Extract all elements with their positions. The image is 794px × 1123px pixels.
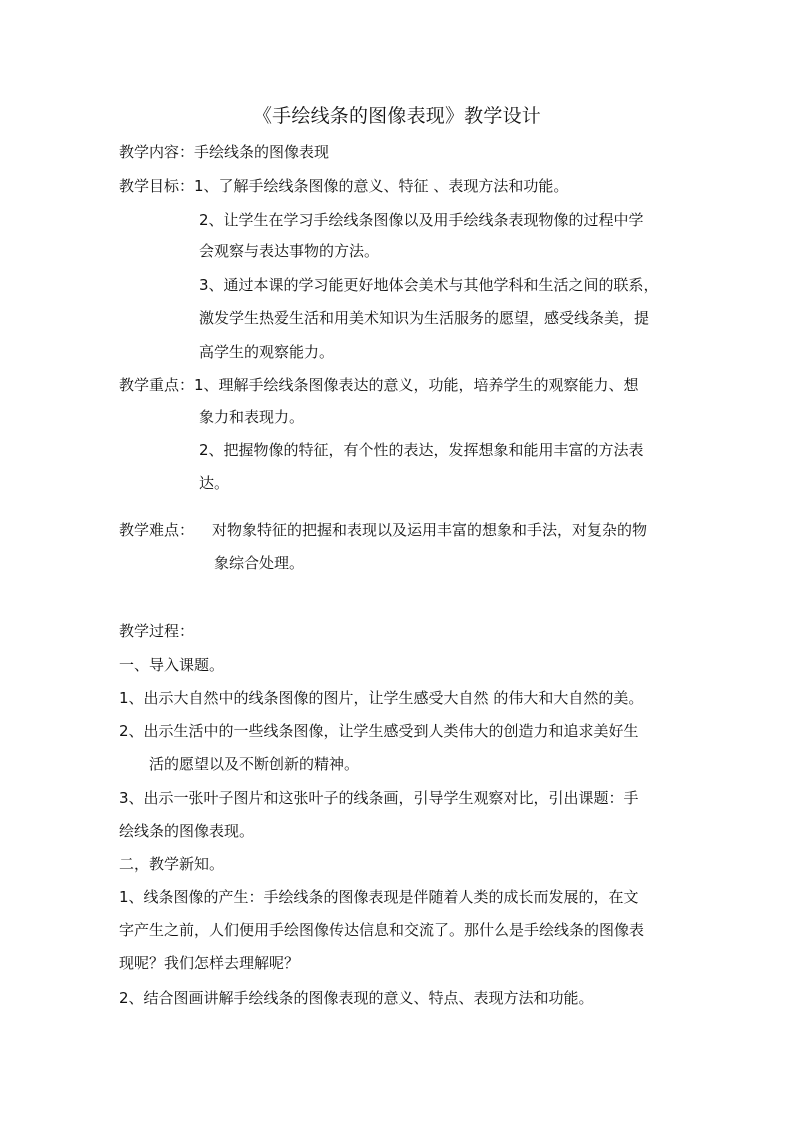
process-line: 2、结合图画讲解手绘线条的图像表现的意义、特点、表现方法和功能。 [119, 989, 594, 1007]
process-line: 1、出示大自然中的线条图像的图片，让学生感受大自然 的伟大和大自然的美。 [119, 689, 644, 707]
content-label: 教学内容： [119, 143, 195, 161]
objective-item: 高学生的观察能力。 [199, 343, 335, 361]
process-label: 教学过程： [119, 622, 195, 640]
key-point-item: 象力和表现力。 [199, 408, 305, 426]
difficulty-label: 教学难点： [119, 521, 195, 539]
key-point-item: 达。 [199, 474, 230, 492]
process-line: 二，教学新知。 [119, 855, 225, 873]
objective-item: 会观察与表达事物的方法。 [199, 242, 380, 260]
key-points-label: 教学重点： [119, 376, 195, 394]
objective-item: 激发学生热爱生活和用美术知识为生活服务的愿望，感受线条美，提 [199, 309, 650, 327]
key-point-item: 2、把握物像的特征，有个性的表达，发挥想象和能用丰富的方法表 [199, 441, 644, 459]
key-points-line-1 [119, 374, 639, 396]
process-line: 活的愿望以及不断创新的精神。 [149, 755, 360, 773]
process-line: 1、线条图像的产生：手绘线条的图像表现是伴随着人类的成长而发展的，在文 [119, 888, 639, 906]
process-line: 2、出示生活中的一些线条图像，让学生感受到人类伟大的创造力和追求美好生 [119, 722, 639, 740]
difficulty-text: 象综合处理。 [214, 554, 305, 572]
objectives-line-1 [119, 175, 568, 197]
difficulty-text: 对物象特征的把握和表现以及运用丰富的想象和手法，对复杂的物 [212, 521, 648, 539]
key-point-item: 1、理解手绘线条图像表达的意义，功能，培养学生的观察能力、想 [194, 376, 639, 394]
process-line: 绘线条的图像表现。 [119, 822, 255, 840]
content-line [119, 141, 329, 163]
process-line: 字产生之前，人们便用手绘图像传达信息和交流了。那什么是手绘线条的图像表 [119, 921, 645, 939]
objective-item: 2、让学生在学习手绘线条图像以及用手绘线条表现物像的过程中学 [199, 211, 644, 229]
objectives-label: 教学目标： [119, 177, 195, 195]
objective-item: 3、通过本课的学习能更好地体会美术与其他学科和生活之间的联系， [199, 276, 659, 294]
content-text: 手绘线条的图像表现 [194, 143, 330, 161]
process-line: 3、出示一张叶子图片和这张叶子的线条画，引导学生观察对比，引出课题：手 [119, 789, 639, 807]
process-line: 一、导入课题。 [119, 656, 225, 674]
objective-item: 1、了解手绘线条图像的意义、特征 、表现方法和功能。 [194, 177, 569, 195]
process-line: 现呢？我们怎样去理解呢？ [119, 954, 300, 972]
document-title: 《手绘线条的图像表现》教学设计 [252, 105, 541, 127]
